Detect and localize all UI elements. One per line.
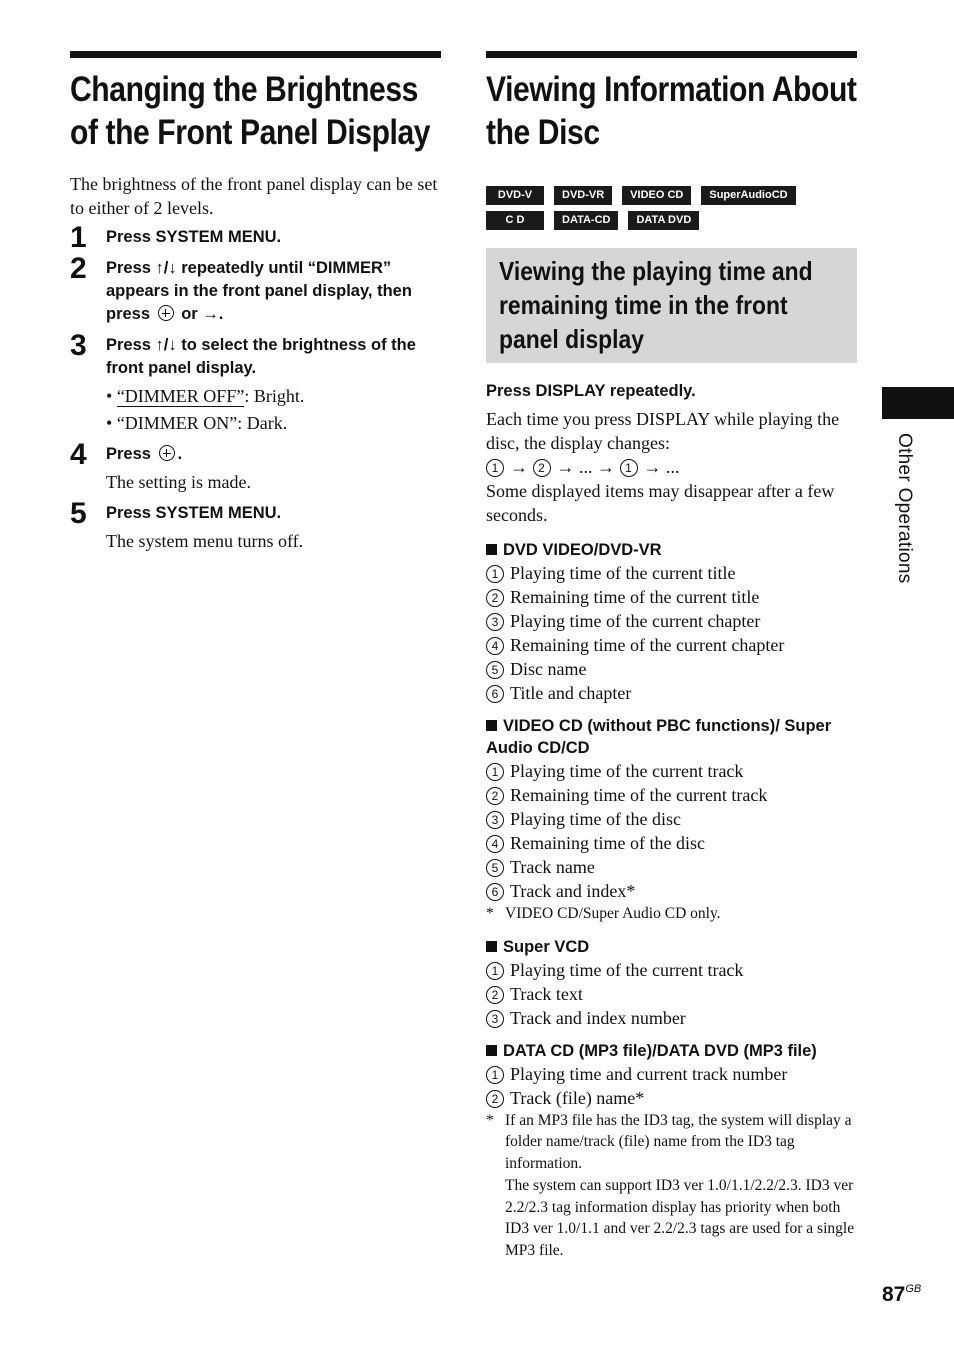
list-item-text: Playing time of the current title <box>510 563 736 583</box>
number-3-icon: 3 <box>486 613 504 631</box>
list-item <box>486 783 857 807</box>
right-title: Viewing Information About the Disc <box>486 70 857 152</box>
list-item-text: Playing time of the current track <box>510 959 744 980</box>
description: Each time you press DISPLAY while playing the disc, the display changes: <box>486 409 840 453</box>
section-dvd <box>486 539 857 705</box>
list-item <box>486 759 857 783</box>
step-5 <box>70 497 441 553</box>
list-item <box>486 982 857 1006</box>
number-5-icon: 5 <box>486 661 504 679</box>
step-text <box>106 334 441 380</box>
list-item <box>486 855 857 879</box>
number-2-icon: 2 <box>486 787 504 805</box>
step-text-part: Press <box>106 445 156 463</box>
list-item <box>486 561 857 585</box>
step-4 <box>70 438 441 494</box>
instruction: Press DISPLAY repeatedly. <box>486 382 696 400</box>
section-super-vcd <box>486 936 857 1030</box>
number-3-icon: 3 <box>486 1010 504 1028</box>
list-item <box>486 681 857 705</box>
description: Some displayed items may disappear after a few seconds. <box>486 481 835 525</box>
enter-button-icon <box>159 445 175 461</box>
list-item-text: Track text <box>510 983 583 1004</box>
list-item-text: Playing time of the disc <box>510 809 681 829</box>
disc-type-badges <box>486 186 836 230</box>
right-arrow-icon: → <box>556 457 579 477</box>
section-heading-text: DATA CD (MP3 file)/DATA DVD (MP3 file) <box>503 1041 817 1060</box>
list-item-text: Remaining time of the current chapter <box>510 635 785 655</box>
page-number-value: 87 <box>882 1283 906 1306</box>
list-item <box>486 807 857 831</box>
step-1 <box>70 221 441 254</box>
number-1-icon: 1 <box>486 565 504 583</box>
disc-badge-super-audio-cd: SuperAudioCD <box>701 186 795 205</box>
list-item <box>486 657 857 681</box>
number-1-icon: 1 <box>486 962 504 980</box>
sequence-number: 1 <box>486 459 504 477</box>
step-text-part: / <box>163 259 169 277</box>
number-6-icon: 6 <box>486 685 504 703</box>
section-heading <box>486 715 857 759</box>
disc-badge-dvd-v: DVD-V <box>486 186 544 205</box>
step-number: 4 <box>70 438 87 471</box>
right-column <box>486 51 857 1262</box>
page-number <box>882 1283 921 1307</box>
footnote-text: The system can support ID3 ver 1.0/1.1/2.2/2.3. ID3 ver 2.2/2.3 tag information display has priority when both ID3 ver 1.0/1.1 and ver 2.2/2.3 tags are used for a single MP3 file. <box>505 1176 855 1259</box>
page-suffix: GB <box>905 1283 922 1295</box>
number-5-icon: 5 <box>486 859 504 877</box>
disc-badge-video-cd: VIDEO CD <box>622 186 691 205</box>
disc-badge-cd: C D <box>486 211 544 230</box>
subsection-title: Viewing the playing time and remaining time in the front panel display <box>499 256 813 354</box>
section-tab-marker <box>882 387 954 419</box>
bullet-term: “DIMMER ON” <box>116 413 238 433</box>
left-intro: The brightness of the front panel display can be set to either of 2 levels. <box>70 174 438 218</box>
list-item-text: Playing time of the current chapter <box>510 611 761 631</box>
footnote-text: If an MP3 file has the ID3 tag, the system will display a folder name/track (file) name from the ID3 tag information. <box>505 1111 852 1173</box>
number-6-icon: 6 <box>486 883 504 901</box>
disc-badge-dvd-vr: DVD-VR <box>554 186 612 205</box>
enter-button-icon <box>158 305 174 321</box>
step-number: 2 <box>70 252 87 285</box>
step-text <box>106 443 441 466</box>
down-arrow-icon: ↓ <box>168 336 177 354</box>
up-arrow-icon: ↑ <box>155 259 164 277</box>
number-2-icon: 2 <box>486 986 504 1004</box>
sequence-ellipsis: ... <box>666 457 680 477</box>
bullet-desc: : Dark. <box>237 413 288 433</box>
step-text-part: / <box>163 336 169 354</box>
number-4-icon: 4 <box>486 637 504 655</box>
section-heading <box>486 1040 857 1062</box>
footnote <box>486 903 857 925</box>
right-arrow-icon: → <box>592 457 620 477</box>
list-item-text: Track (file) name* <box>510 1087 645 1108</box>
list-item-text: Title and chapter <box>510 683 632 703</box>
list-item-text: Playing time and current track number <box>510 1063 788 1084</box>
step-text-part: . <box>218 305 224 323</box>
footnote-text: VIDEO CD/Super Audio CD only. <box>505 905 721 922</box>
sequence-number: 1 <box>620 459 638 477</box>
list-item <box>486 585 857 609</box>
step-result: The system menu turns off. <box>106 531 304 551</box>
number-1-icon: 1 <box>486 763 504 781</box>
right-arrow-icon: → <box>643 457 666 477</box>
step-result: The setting is made. <box>106 472 251 492</box>
section-video-cd <box>486 715 857 925</box>
step-number: 3 <box>70 329 87 362</box>
number-4-icon: 4 <box>486 835 504 853</box>
section-rule <box>70 51 441 58</box>
footnote <box>486 1110 857 1262</box>
step-text-part: Press <box>106 336 156 354</box>
subsection-title-box <box>486 248 857 363</box>
display-sequence <box>486 455 857 479</box>
square-bullet-icon <box>486 1045 497 1056</box>
footnote-marker: * <box>486 905 494 922</box>
number-3-icon: 3 <box>486 811 504 829</box>
number-1-icon: 1 <box>486 1066 504 1084</box>
square-bullet-icon <box>486 544 497 555</box>
step-text-part: . <box>177 445 183 463</box>
right-arrow-icon: → <box>510 457 533 477</box>
step-text-part: or <box>176 305 203 323</box>
section-heading-text: Super VCD <box>503 937 590 956</box>
section-rule <box>486 51 857 58</box>
step-number: 5 <box>70 497 87 530</box>
square-bullet-icon <box>486 720 497 731</box>
step-text-part: Press <box>106 259 156 277</box>
step-2 <box>70 252 441 326</box>
list-item <box>486 633 857 657</box>
section-heading <box>486 936 857 958</box>
number-2-icon: 2 <box>486 589 504 607</box>
up-arrow-icon: ↑ <box>155 336 164 354</box>
section-heading-text: DVD VIDEO/DVD-VR <box>503 541 662 559</box>
list-item <box>486 958 857 982</box>
side-section-label: Other Operations <box>894 433 915 584</box>
step-number: 1 <box>70 221 87 254</box>
list-item-text: Disc name <box>510 659 587 679</box>
list-item <box>486 1006 857 1030</box>
bullet-desc: : Bright. <box>244 386 305 406</box>
list-item <box>486 1086 857 1110</box>
step-text: Press SYSTEM MENU. <box>106 228 282 246</box>
step-text <box>106 257 441 326</box>
left-column <box>70 51 441 553</box>
step-text: Press SYSTEM MENU. <box>106 504 282 522</box>
list-item-text: Track and index* <box>510 881 636 901</box>
sequence-ellipsis: ... <box>579 457 593 477</box>
list-item <box>486 879 857 903</box>
list-item-text: Track and index number <box>510 1007 686 1028</box>
list-item <box>486 831 857 855</box>
sequence-number: 2 <box>533 459 551 477</box>
bullet-term: “DIMMER OFF” <box>116 386 245 406</box>
square-bullet-icon <box>486 941 497 952</box>
footnote-marker: * <box>486 1111 494 1129</box>
disc-badge-data-cd: DATA-CD <box>554 211 618 230</box>
list-item-text: Track name <box>510 857 595 877</box>
number-2-icon: 2 <box>486 1090 504 1108</box>
down-arrow-icon: ↓ <box>168 259 177 277</box>
list-item-text: Remaining time of the disc <box>510 833 705 853</box>
list-item-text: Playing time of the current track <box>510 761 744 781</box>
right-arrow-icon: → <box>202 305 219 323</box>
bullet-item: • “DIMMER OFF”: Bright. <box>106 386 305 406</box>
list-item-text: Remaining time of the current track <box>510 785 768 805</box>
disc-badge-data-dvd: DATA DVD <box>628 211 699 230</box>
section-heading <box>486 539 857 561</box>
section-heading-text: VIDEO CD (without PBC functions)/ Super Audio CD/CD <box>486 717 832 757</box>
bullet-item: • “DIMMER ON”: Dark. <box>106 413 288 433</box>
list-item <box>486 609 857 633</box>
left-title: Changing the Brightness of the Front Panel Display <box>70 70 431 152</box>
list-item <box>486 1062 857 1086</box>
step-text-part: to select the brightness of the front panel display. <box>106 336 416 377</box>
step-text-part: repeatedly until “DIMMER” appears in the front panel display, then press <box>106 259 412 323</box>
section-data-cd <box>486 1040 857 1262</box>
step-3 <box>70 329 441 435</box>
list-item-text: Remaining time of the current title <box>510 587 760 607</box>
